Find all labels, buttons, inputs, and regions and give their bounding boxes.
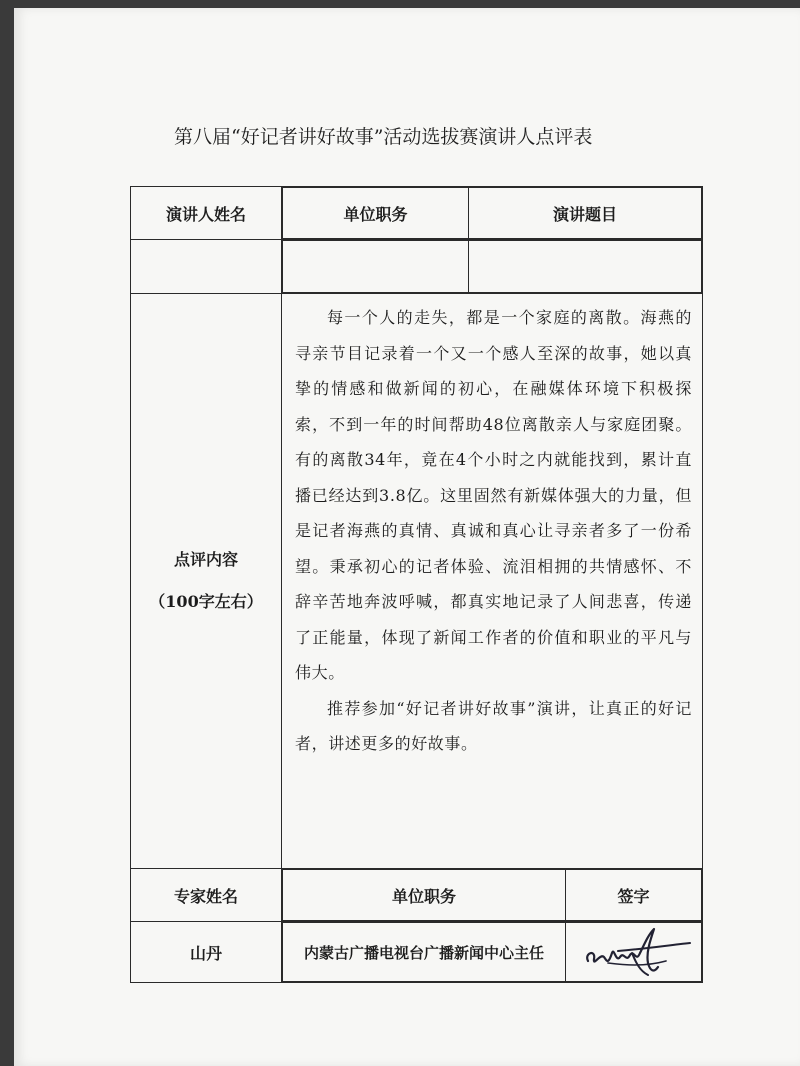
speech-topic-value <box>469 241 702 293</box>
expert-name-header: 专家姓名 <box>131 869 282 922</box>
comment-paragraph: 推荐参加“好记者讲好故事”演讲，让真正的好记者，讲述更多的好故事。 <box>295 698 692 753</box>
evaluation-form <box>130 186 703 983</box>
handwritten-signature <box>574 923 694 981</box>
expert-name-value: 山丹 <box>131 922 282 983</box>
speaker-position-header: 单位职务 <box>283 188 469 239</box>
comment-label: 点评内容 <box>173 550 238 569</box>
signature-cell <box>566 923 702 982</box>
speaker-position-value <box>283 241 469 293</box>
comment-label-cell <box>131 294 282 869</box>
speaker-header-group <box>282 187 703 240</box>
speaker-name-value <box>131 240 282 294</box>
paper-sheet <box>14 8 800 1066</box>
expert-header-group <box>282 869 703 922</box>
comment-note: （100字左右） <box>149 592 263 611</box>
comment-content <box>282 294 703 869</box>
speaker-value-group <box>282 240 703 294</box>
speaker-name-header: 演讲人姓名 <box>131 187 282 240</box>
expert-value-group <box>282 922 703 983</box>
signature-header: 签字 <box>566 870 702 921</box>
expert-position-value: 内蒙古广播电视台广播新闻中心主任 <box>283 923 566 982</box>
comment-paragraph: 每一个人的走失，都是一个家庭的离散。海燕的寻亲节目记录着一个又一个感人至深的故事，她以真挚的情感和做新闻的初心，在融媒体环境下积极探索，不到一年的时间帮助48位离散亲人与家庭团聚。有的离散34年，竟在4个小时之内就能找到，累计直播已经达到3.8亿。这里固然有新媒体强大的力量，但是记者海燕的真情、真诚和真心让寻亲者多了一份希望。秉承初心的记者体验、流泪相拥的共情感怀、不辞辛苦地奔波呼喊，都真实地记录了人间悲喜，传递了正能量，体现了新闻工作者的价值和职业的平凡与伟大。 <box>295 308 692 682</box>
expert-position-header: 单位职务 <box>283 870 566 921</box>
speech-topic-header: 演讲题目 <box>469 188 702 239</box>
form-title: 第八届“好记者讲好故事”活动选拔赛演讲人点评表 <box>174 126 593 148</box>
